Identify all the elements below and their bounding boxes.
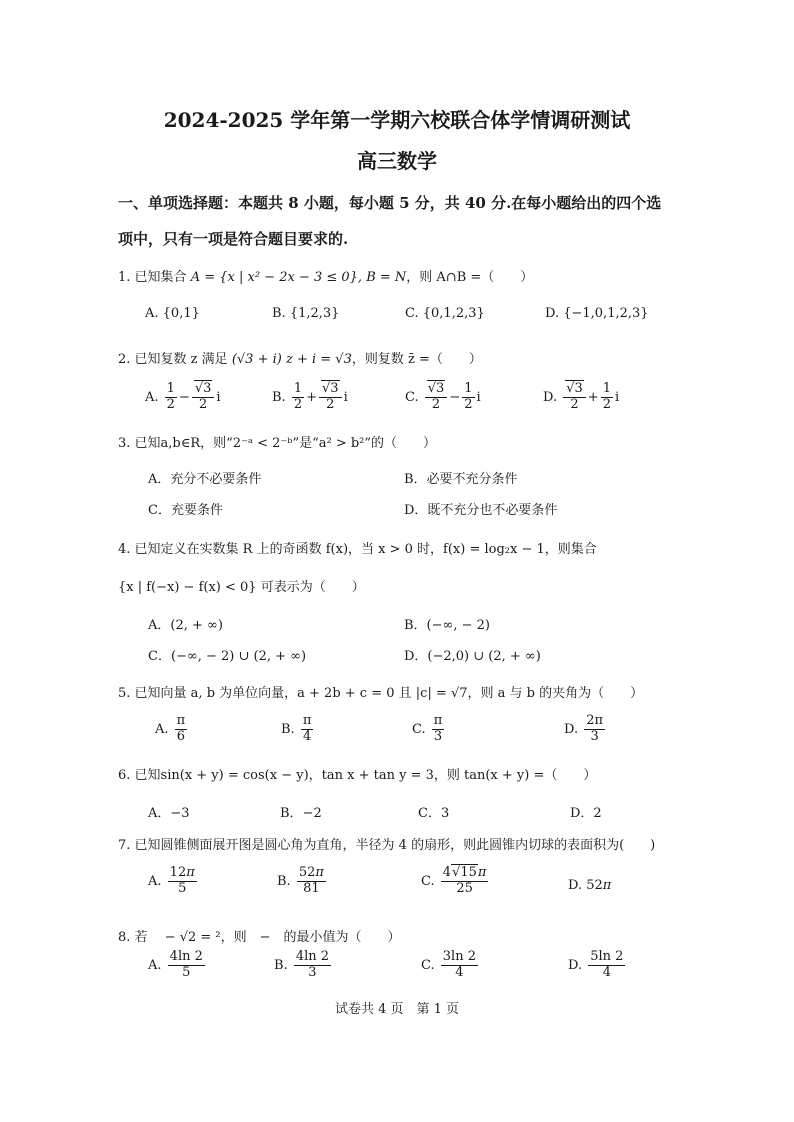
option-label: C.: [412, 721, 426, 737]
q8-option-d[interactable]: D. $\frac{5\ln 2}{4}$: [568, 949, 624, 980]
q4-option-b[interactable]: B．(−∞, − 2): [404, 618, 490, 633]
question-7: [118, 834, 655, 853]
option-label: B.: [277, 873, 291, 889]
q4-option-c[interactable]: C．(−∞, − 2) ∪ (2, + ∞): [148, 649, 307, 664]
q2-option-c[interactable]: C. $\frac{√3}{2}$ − $\frac{1}{2}$ i: [405, 381, 481, 412]
q7-option-d[interactable]: D. 52π: [568, 878, 612, 893]
q6-option-b[interactable]: B．−2: [280, 806, 322, 821]
question-4: [118, 538, 597, 557]
q8-option-a[interactable]: A. $\frac{4\ln 2}{5}$: [148, 949, 203, 980]
question-formula: (√3 + i) z + i = √3: [231, 352, 352, 367]
question-text-post: ，则复数 z̄ =（ ）: [351, 352, 482, 367]
q7-option-a[interactable]: A. $\frac{12\pi}{5}$: [148, 865, 195, 896]
q2-option-d[interactable]: D. $\frac{√3}{2}$ + $\frac{1}{2}$ i: [543, 381, 620, 412]
question-text-pre: 已知复数 z 满足: [134, 352, 228, 367]
option-label: B.: [272, 389, 286, 405]
q3-option-c[interactable]: C．充要条件: [148, 503, 223, 518]
q1-option-c[interactable]: C. {0,1,2,3}: [405, 306, 485, 321]
question-text: 若 − √2 = ²，则 − 的最小值为（ ）: [134, 930, 401, 945]
q6-option-d[interactable]: D．2: [570, 806, 602, 821]
q7-option-c[interactable]: C. $\frac{4√15\pi}{25}$: [421, 865, 487, 896]
question-number: 2.: [118, 352, 131, 367]
question-6: [118, 764, 596, 783]
q5-option-c[interactable]: C. $\frac{\pi}{3}$: [412, 713, 443, 744]
question-text: 已知圆锥侧面展开图是圆心角为直角，半径为 4 的扇形，则此圆锥内切球的表面积为( ): [134, 838, 656, 853]
q8-option-c[interactable]: C. $\frac{3\ln 2}{4}$: [421, 949, 476, 980]
question-text: 已知a,b∈R，则“2⁻ᵃ < 2⁻ᵇ”是“a² > b²”的（ ）: [134, 436, 437, 451]
q3-option-b[interactable]: B．必要不充分条件: [404, 472, 518, 487]
page-footer: 试卷共 4 页 第 1 页: [334, 1002, 460, 1017]
q4-option-a[interactable]: A．(2, + ∞): [148, 618, 223, 633]
option-label: D.: [564, 721, 579, 737]
question-number: 7.: [118, 838, 131, 853]
option-label: C.: [421, 957, 435, 973]
question-1: [118, 266, 533, 285]
q6-option-c[interactable]: C．3: [418, 806, 450, 821]
option-label: B.: [274, 957, 288, 973]
question-text-line1: 已知定义在实数集 R 上的奇函数 f(x)，当 x > 0 时，f(x) = log₂x − 1，则集合: [134, 542, 597, 557]
question-2: [118, 348, 482, 367]
option-label: A.: [145, 389, 159, 405]
question-5: [118, 682, 643, 701]
q7-option-b[interactable]: B. $\frac{52\pi}{81}$: [277, 865, 324, 896]
q3-option-d[interactable]: D．既不充分也不必要条件: [404, 503, 558, 518]
question-3: [118, 432, 436, 451]
q5-option-d[interactable]: D. $\frac{2\pi}{3}$: [564, 713, 604, 744]
question-number: 6.: [118, 768, 131, 783]
q2-option-a[interactable]: A. $\frac{1}{2}$ − $\frac{√3}{2}$ i: [145, 381, 221, 412]
q4-option-d[interactable]: D．(−2,0) ∪ (2, + ∞): [404, 649, 541, 664]
option-label: D.: [568, 957, 583, 973]
q1-option-a[interactable]: A. {0,1}: [145, 306, 200, 321]
option-label: D.: [568, 878, 583, 893]
q2-option-b[interactable]: B. $\frac{1}{2}$ + $\frac{√3}{2}$ i: [272, 381, 348, 412]
section-heading-line2: 项中，只有一项是符合题目要求的.: [118, 230, 349, 248]
option-label: A.: [148, 873, 162, 889]
question-formula: A = {x | x² − 2x − 3 ≤ 0}, B = N: [190, 270, 407, 285]
question-8: [118, 926, 401, 945]
question-text: 已知sin(x + y) = cos(x − y)，tan x + tan y = 3，则 tan(x + y) =（ ）: [134, 768, 597, 783]
exam-subject: 高三数学: [357, 149, 437, 173]
q1-option-b[interactable]: B. {1,2,3}: [272, 306, 340, 321]
q1-option-d[interactable]: D. {−1,0,1,2,3}: [545, 306, 649, 321]
question-number: 3.: [118, 436, 131, 451]
q3-option-a[interactable]: A．充分不必要条件: [148, 472, 262, 487]
question-number: 1.: [118, 270, 131, 285]
q5-option-a[interactable]: A. $\frac{\pi}{6}$: [155, 713, 186, 744]
section-heading-line1: 一、单项选择题：本题共 8 小题，每小题 5 分，共 40 分.在每小题给出的四个选: [118, 194, 662, 212]
option-label: B.: [281, 721, 295, 737]
q8-option-b[interactable]: B. $\frac{4\ln 2}{3}$: [274, 949, 330, 980]
option-label: A.: [155, 721, 169, 737]
exam-title: 2024-2025 学年第一学期六校联合体学情调研测试: [163, 108, 631, 132]
question-number: 4.: [118, 542, 131, 557]
option-label: A.: [148, 957, 162, 973]
q5-option-b[interactable]: B. $\frac{\pi}{4}$: [281, 713, 312, 744]
question-number: 8.: [118, 930, 131, 945]
q6-option-a[interactable]: A．−3: [148, 806, 190, 821]
option-label: C.: [421, 873, 435, 889]
question-number: 5.: [118, 686, 131, 701]
option-label: C.: [405, 389, 419, 405]
question-text-post: ，则 A∩B =（ ）: [406, 270, 534, 285]
option-label: D.: [543, 389, 558, 405]
question-4-line2: {x | f(−x) − f(x) < 0} 可表示为（ ）: [118, 580, 365, 595]
question-text-pre: 已知集合: [134, 270, 187, 285]
question-text: 已知向量 a, b 为单位向量，a + 2b + c = 0 且 |c| = √7，则 a 与 b 的夹角为（ ）: [134, 686, 644, 701]
